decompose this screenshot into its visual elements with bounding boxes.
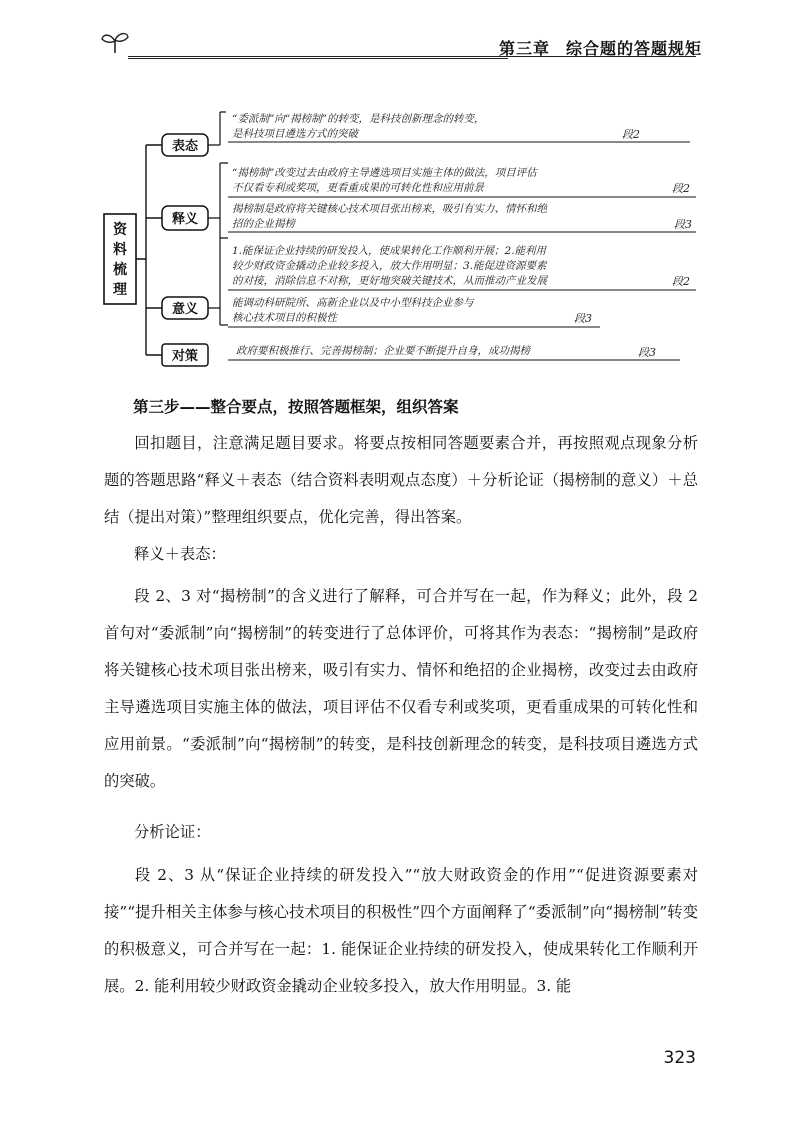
chapter-title: 综合题的答题规矩 bbox=[565, 39, 702, 58]
paragraph-shiyi-biaotai-text: 段 2、3 对“揭榜制”的含义进行了解释，可合并写在一起，作为释义；此外，段 2 首句对“委派制”向“揭榜制”的转变进行了总体评价，可将其作为表态：“揭榜制”是政府将关键核心技术项目张出榜来，吸引有实力、情怀和绝招的企业揭榜，改变过去由政府主导遴选项目实施主体的做法，项目评估不仅看专利或奖项，更看重成果的可转化性和应用前景。“委派制”向“揭榜制”的转变，是科技创新理念的转变，是科技项目遴选方式的突破。 bbox=[104, 587, 698, 790]
bracket-shiyi bbox=[208, 163, 228, 238]
root-char-2: 料 bbox=[113, 242, 127, 258]
step3-intro-text: 回扣题目，注意满足题目要求。将要点按相同答题要素合并，再按照观点现象分析题的答题思路“释义＋表态（结合资料表明观点态度）＋分析论证（揭榜制的意义）＋总结（提出对策）”整理组织要点，优化完善，得出答案。 bbox=[104, 434, 698, 526]
page-number: 323 bbox=[663, 1048, 696, 1068]
para-ref: 段3 bbox=[574, 312, 592, 325]
paragraph-shiyi-biaotai bbox=[104, 578, 698, 800]
note-line: 能调动科研院所、高新企业以及中小型科技企业参与 bbox=[232, 297, 474, 309]
root-char-4: 理 bbox=[113, 282, 127, 298]
subheading-analysis: 分析论证： bbox=[134, 823, 211, 841]
connector-branches bbox=[146, 145, 162, 355]
note-line: 政府要积极推行、完善揭榜制；企业要不断提升自身，成功揭榜 bbox=[236, 345, 530, 357]
connector-trunk bbox=[136, 145, 146, 355]
chapter-number: 第三章 bbox=[498, 39, 550, 58]
step3-intro bbox=[104, 425, 698, 536]
note-line: 核心技术项目的积极性 bbox=[232, 312, 337, 324]
root-char-3: 梳 bbox=[113, 262, 127, 278]
note-line: 揭榜制是政府将关键核心技术项目张出榜来，吸引有实力、情怀和绝 bbox=[232, 203, 547, 215]
para-ref: 段2 bbox=[622, 128, 640, 141]
note-line: 的对接，消除信息不对称，更好地突破关键技术，从而推动产业发展 bbox=[232, 275, 547, 287]
bracket-yiyi bbox=[208, 238, 228, 325]
note-line: “委派制”向“揭榜制”的转变，是科技创新理念的转变， bbox=[232, 113, 485, 125]
subheading-shiyi-biaotai: 释义＋表态： bbox=[134, 545, 226, 563]
bracket-biaotai bbox=[208, 112, 226, 145]
para-ref: 段3 bbox=[638, 346, 656, 359]
para-ref: 段3 bbox=[674, 218, 692, 231]
note-line: 较少财政资金撬动企业较多投入，放大作用明显；3.能促进资源要素 bbox=[232, 260, 547, 272]
note-biaotai bbox=[232, 112, 484, 142]
note-line: 是科技项目遴选方式的突破 bbox=[232, 128, 358, 140]
branch-label-shiyi: 释义 bbox=[171, 212, 199, 227]
note-line: 招的企业揭榜 bbox=[232, 218, 295, 230]
branch-label-duice: 对策 bbox=[171, 349, 199, 364]
note-line: 不仅看专利或奖项，更看重成果的可转化性和应用前景 bbox=[232, 182, 484, 194]
para-ref: 段2 bbox=[672, 182, 690, 195]
branch-label-biaotai: 表态 bbox=[171, 139, 199, 154]
note-line: 1.能保证企业持续的研发投入，使成果转化工作顺利开展；2.能利用 bbox=[232, 245, 547, 257]
paragraph-analysis bbox=[104, 857, 698, 1005]
paragraph-analysis-text: 段 2、3 从“保证企业持续的研发投入”“放大财政资金的作用”“促进资源要素对接”“提升相关主体参与核心技术项目的积极性”四个方面阐释了“委派制”向“揭榜制”转变的积极意义，可合并写在一起：1. 能保证企业持续的研发投入，使成果转化工作顺利开展。2. 能利用较少财政资金撬动企业较多投入，放大作用明显。3. 能 bbox=[104, 866, 698, 995]
root-char-1: 资 bbox=[113, 222, 127, 238]
note-shiyi-1 bbox=[232, 166, 537, 196]
para-ref: 段2 bbox=[672, 275, 690, 288]
note-yiyi-1 bbox=[232, 244, 547, 289]
step3-title: 第三步——整合要点，按照答题框架，组织答案 bbox=[133, 398, 459, 416]
note-line: “揭榜制”改变过去由政府主导遴选项目实施主体的做法，项目评估 bbox=[232, 167, 537, 179]
branch-label-yiyi: 意义 bbox=[171, 302, 199, 317]
note-yiyi-2 bbox=[232, 296, 474, 326]
note-shiyi-2 bbox=[232, 202, 547, 232]
note-duice bbox=[236, 344, 530, 359]
